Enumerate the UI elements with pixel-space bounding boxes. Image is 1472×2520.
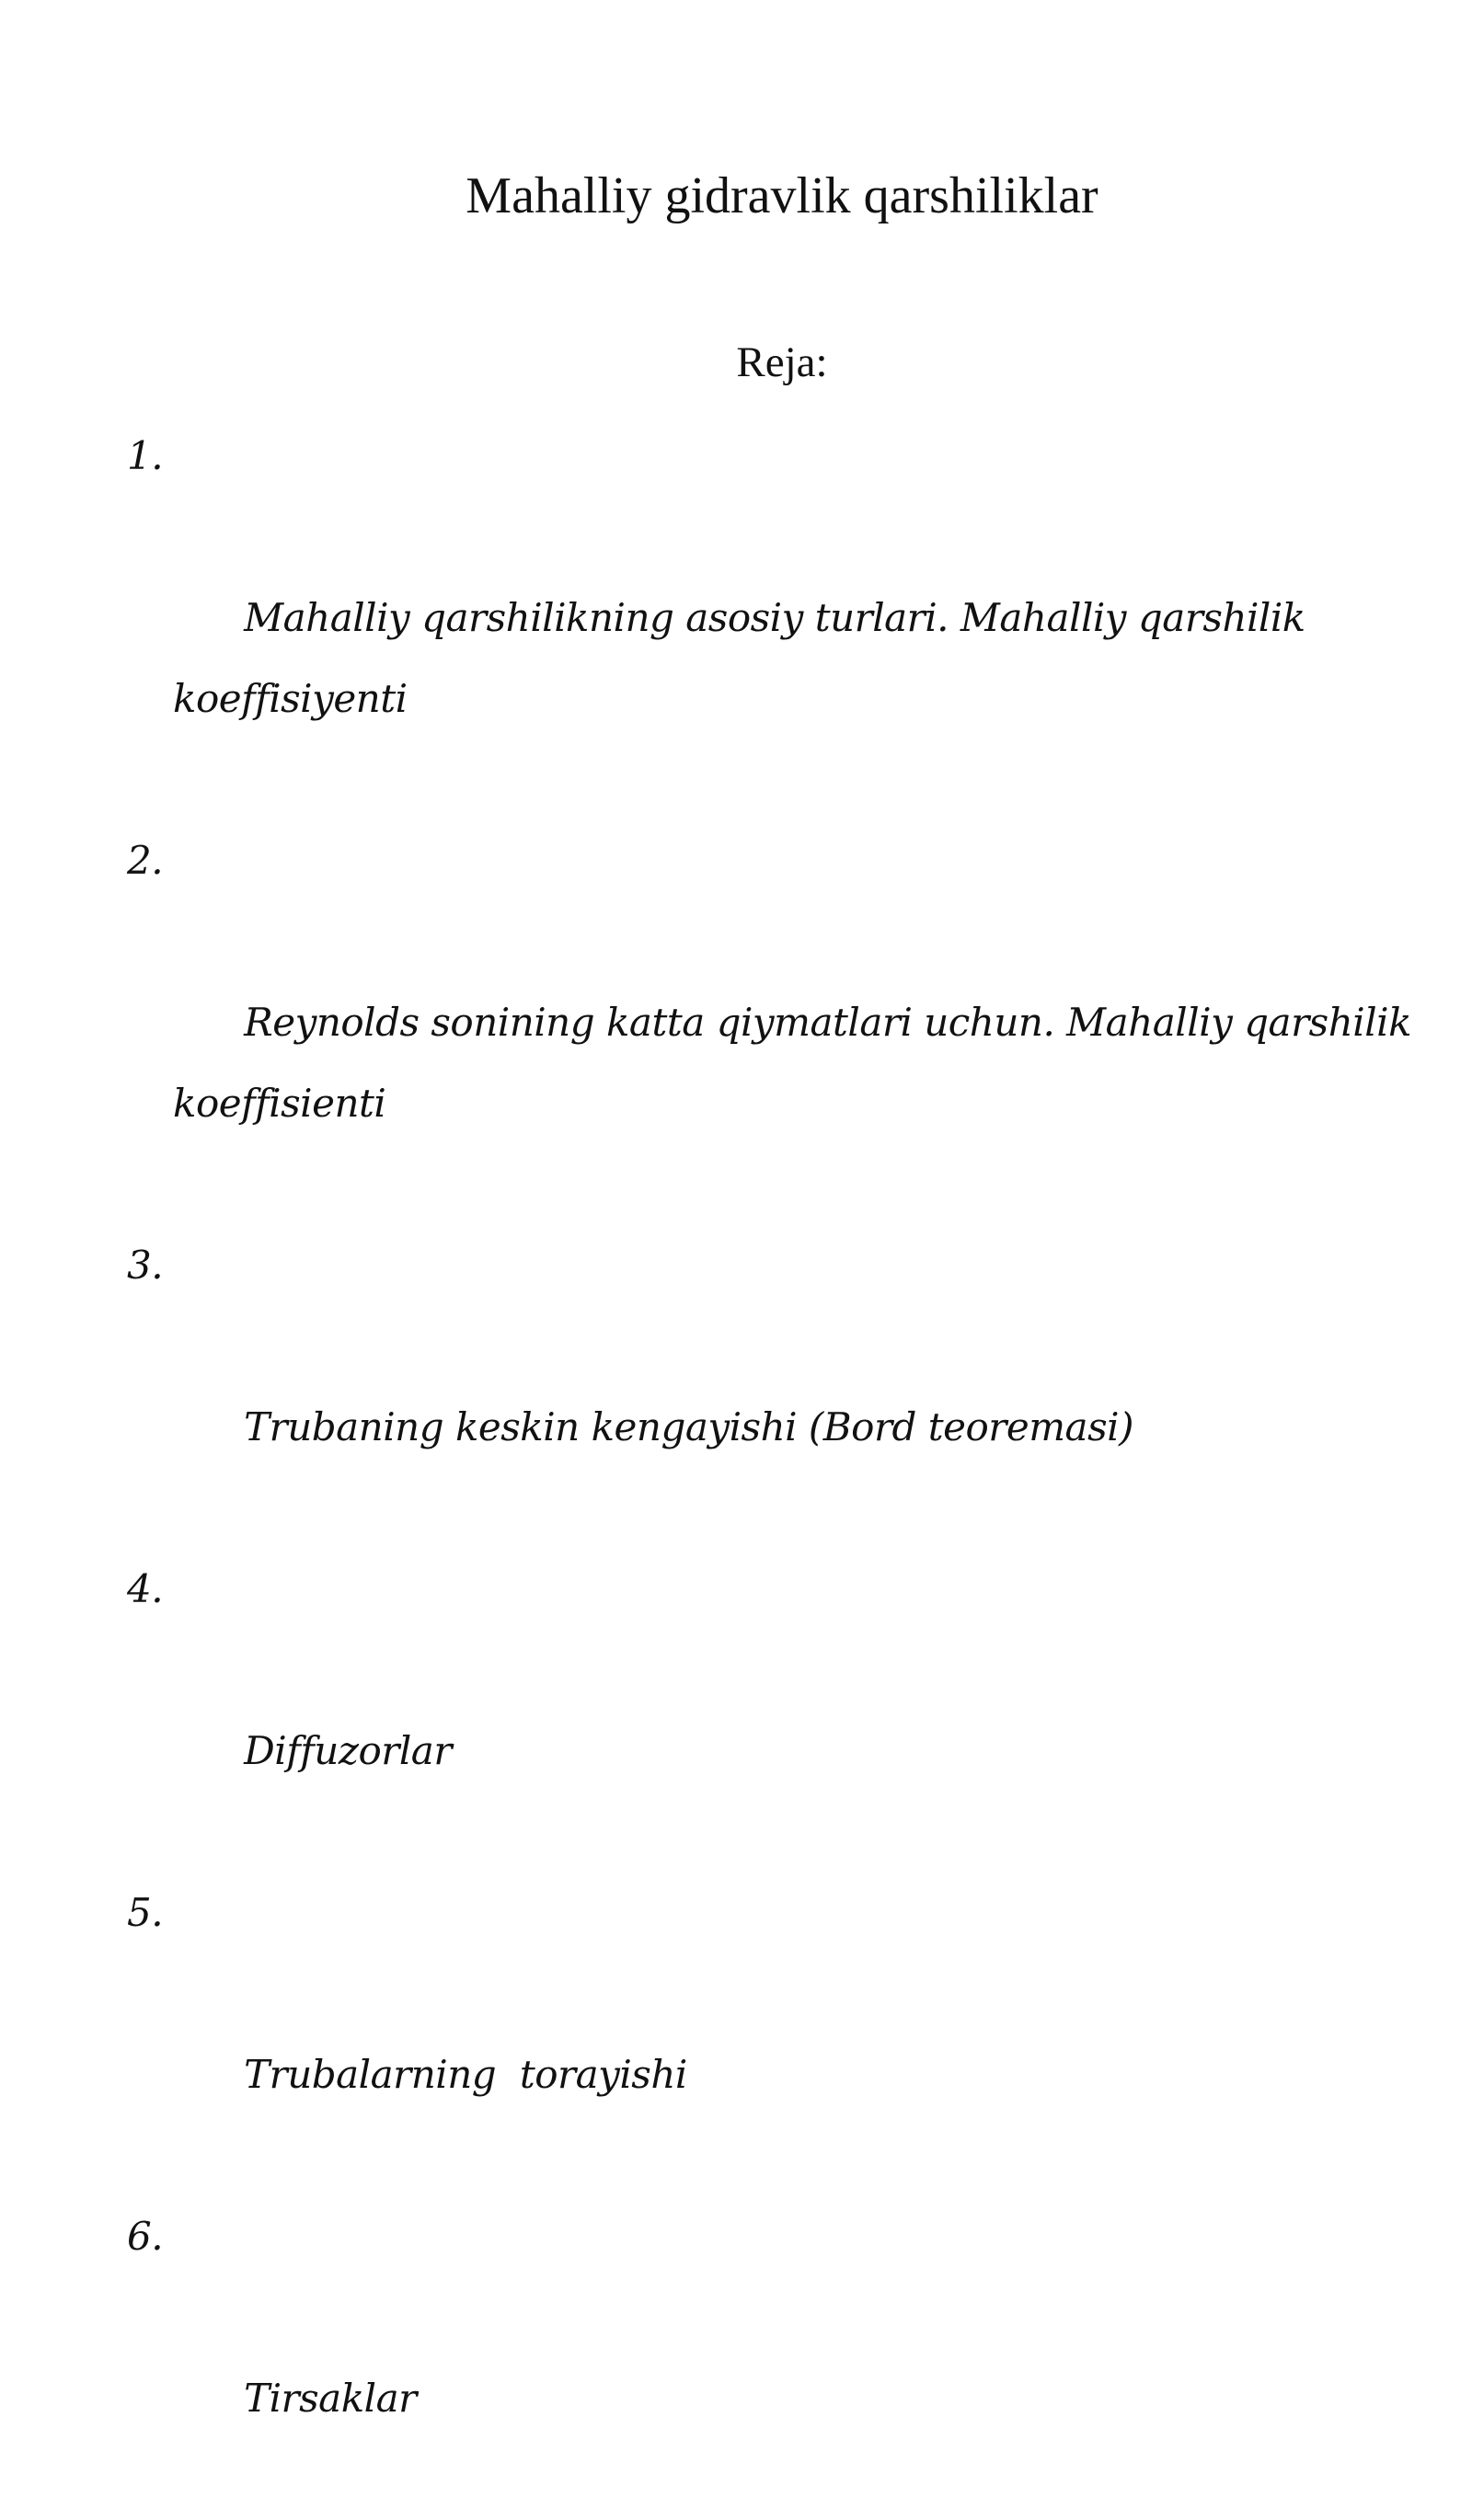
plan-list [127, 416, 1452, 2520]
plan-item [127, 1549, 1452, 1873]
plan-item-number: 4 . [127, 1549, 163, 1630]
plan-item [127, 2196, 1452, 2520]
plan-item [127, 1225, 1452, 1549]
document-title: Mahalliy gidravlik qarshiliklar [466, 167, 1098, 224]
plan-item-text: Trubalarning torayishi [244, 2052, 687, 2097]
plan-item [127, 820, 1452, 1225]
plan-item-text: Trubaning keskin kengayishi (Bord teoremasi) [244, 1404, 1133, 1449]
plan-item [127, 416, 1452, 820]
plan-heading: Reja: [736, 338, 828, 386]
plan-item-text: Tirsaklar [244, 2376, 417, 2421]
plan-item [127, 1873, 1452, 2196]
plan-item-number: 2 . [127, 820, 163, 901]
plan-item-number: 5 . [127, 1873, 163, 1953]
plan-item-text: Diffuzorlar [244, 1728, 452, 1773]
plan-item-number: 1 . [127, 416, 163, 497]
plan-item-number: 6 . [127, 2196, 163, 2277]
plan-item-number: 3 . [127, 1225, 163, 1306]
plan-item-text: Mahalliy qarshilikning asosiy turlari. Mahalliy qarshilik koeffisiyenti [173, 595, 1317, 721]
plan-item-text: Reynolds sonining katta qiymatlari uchun. Mahalliy qarshilik koeffisienti [173, 1000, 1423, 1126]
